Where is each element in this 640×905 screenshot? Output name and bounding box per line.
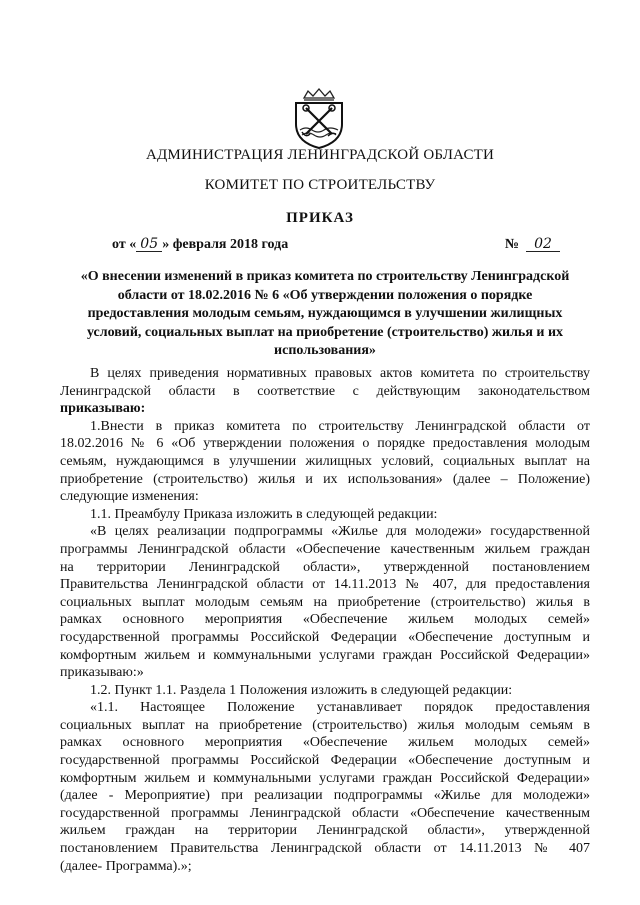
date-number-line	[112, 237, 560, 257]
body-line: (далее - Мероприятие) при реализации подпрограммы «Жилье для молодежи»	[60, 788, 590, 804]
organization-name: АДМИНИСТРАЦИЯ ЛЕНИНГРАДСКОЙ ОБЛАСТИ	[145, 147, 495, 163]
body-line: рамках основного мероприятия «Обеспечение жильем молодых семей»	[60, 735, 590, 751]
order-subject	[60, 268, 590, 361]
order-body	[60, 365, 590, 875]
body-line: жильем граждан на территории Ленинградской области», утвержденной	[60, 823, 590, 839]
body-line: Правительства Ленинградской области от 14.11.2013 № 407, для предоставления	[60, 577, 590, 593]
body-line-directive: приказываю:	[60, 401, 146, 417]
handwritten-day: 05	[136, 237, 162, 252]
subject-line: использования»	[274, 343, 376, 358]
body-line: 1.1. Преамбулу Приказа изложить в следующей редакции:	[90, 506, 438, 522]
document-date: от « 05 » февраля 2018 года	[112, 236, 289, 252]
body-line: постановлением Правительства Ленинградской области от 14.11.2013 № 407	[60, 841, 590, 857]
document-number: № 02	[505, 237, 560, 253]
document-type-title: ПРИКАЗ	[286, 210, 354, 226]
body-line: государственной программы Российской Федерации «Обеспечение доступным и	[60, 753, 590, 769]
body-line: приказываю:»	[60, 665, 144, 681]
body-line: социальных выплат молодым семьям на приобретение (строительство) жилья в	[60, 594, 590, 610]
subject-line: «О внесении изменений в приказ комитета по строительству Ленинградской	[80, 269, 570, 284]
body-line: на территории Ленинградской области», утвержденной постановлением	[60, 559, 590, 575]
body-line: В целях приведения нормативных правовых актов комитета по строительству	[90, 366, 590, 381]
subject-line: предоставления молодым семьям, нуждающимся в улучшении жилищных	[87, 306, 563, 321]
body-line: (далее- Программа).»;	[60, 858, 192, 874]
body-line: приобретение (строительство) жилья и их использования» (далее – Положение)	[60, 471, 590, 487]
body-line: Ленинградской области в соответствие с действующим законодательством	[60, 383, 590, 399]
body-line: комфортным жильем и коммунальными услугами граждан Российской Федерации»	[60, 647, 590, 663]
body-line: социальных выплат на приобретение (строительство) жилья молодым семьям в	[60, 717, 590, 733]
body-line: программы Ленинградской области «Обеспечение качественным жильем граждан	[60, 541, 590, 557]
body-line: 18.02.2016 № 6 «Об утверждении положения о порядке предоставления молодым	[60, 436, 590, 452]
body-line: комфортным жильем и коммунальными услугами граждан Российской Федерации»	[60, 770, 590, 786]
body-line: государственной программы Российской Федерации «Обеспечение доступным и	[60, 629, 590, 645]
subject-line: области от 18.02.2016 № 6 «Об утверждении положения о порядке	[117, 287, 533, 303]
body-line: государственной программы Ленинградской области «Обеспечение качественным	[60, 805, 590, 821]
body-line: семьям, нуждающимся в улучшении жилищных условий, социальных выплат на	[60, 453, 590, 469]
committee-name: КОМИТЕТ ПО СТРОИТЕЛЬСТВУ	[204, 177, 436, 193]
handwritten-number: 02	[526, 237, 560, 252]
body-line: рамках основного мероприятия «Обеспечение жильем молодых семей»	[60, 612, 590, 628]
body-line: 1.2. Пункт 1.1. Раздела 1 Положения изложить в следующей редакции:	[90, 682, 513, 698]
subject-line: условий, социальных выплат на приобретение (строительство) жилья и их	[86, 324, 564, 340]
body-line: следующие изменения:	[60, 489, 199, 505]
body-line: «В целях реализации подпрограммы «Жилье для молодежи» государственной	[90, 524, 590, 540]
body-line: 1.Внести в приказ комитета по строительству Ленинградской области от	[90, 418, 590, 434]
coat-of-arms-emblem	[288, 88, 350, 150]
body-line: «1.1. Настоящее Положение устанавливает порядок предоставления	[90, 700, 590, 716]
